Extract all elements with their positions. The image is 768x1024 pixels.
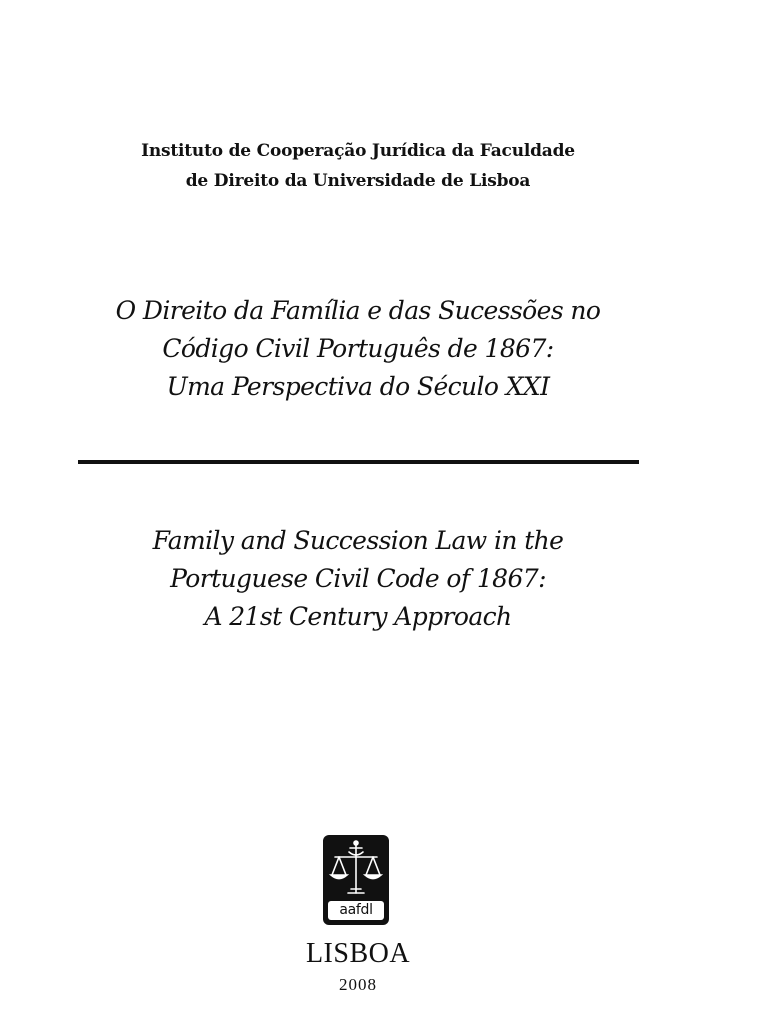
imprint-city: LISBOA (305, 938, 411, 969)
english-title (0, 522, 716, 636)
institute-name (0, 136, 716, 196)
scales-of-justice-icon (323, 835, 389, 901)
publisher-wordmark: aafdl (328, 901, 384, 920)
english-title-line-1: Family and Succession Law in the (152, 526, 564, 555)
institute-line-1: Instituto de Cooperação Jurídica da Faculdade (141, 141, 575, 161)
institute-line-2: de Direito da Universidade de Lisboa (185, 171, 531, 191)
portuguese-title-line-3: Uma Perspectiva do Século XXI (166, 372, 550, 401)
english-title-line-3: A 21st Century Approach (204, 602, 512, 631)
english-title-line-2: Portuguese Civil Code of 1867: (170, 564, 546, 593)
publisher-logo (323, 835, 389, 925)
portuguese-title (0, 292, 716, 406)
title-divider (78, 460, 639, 464)
portuguese-title-line-2: Código Civil Português de 1867: (162, 334, 554, 363)
imprint-year: 2008 (339, 975, 377, 994)
portuguese-title-line-1: O Direito da Família e das Sucessões no (115, 296, 601, 325)
